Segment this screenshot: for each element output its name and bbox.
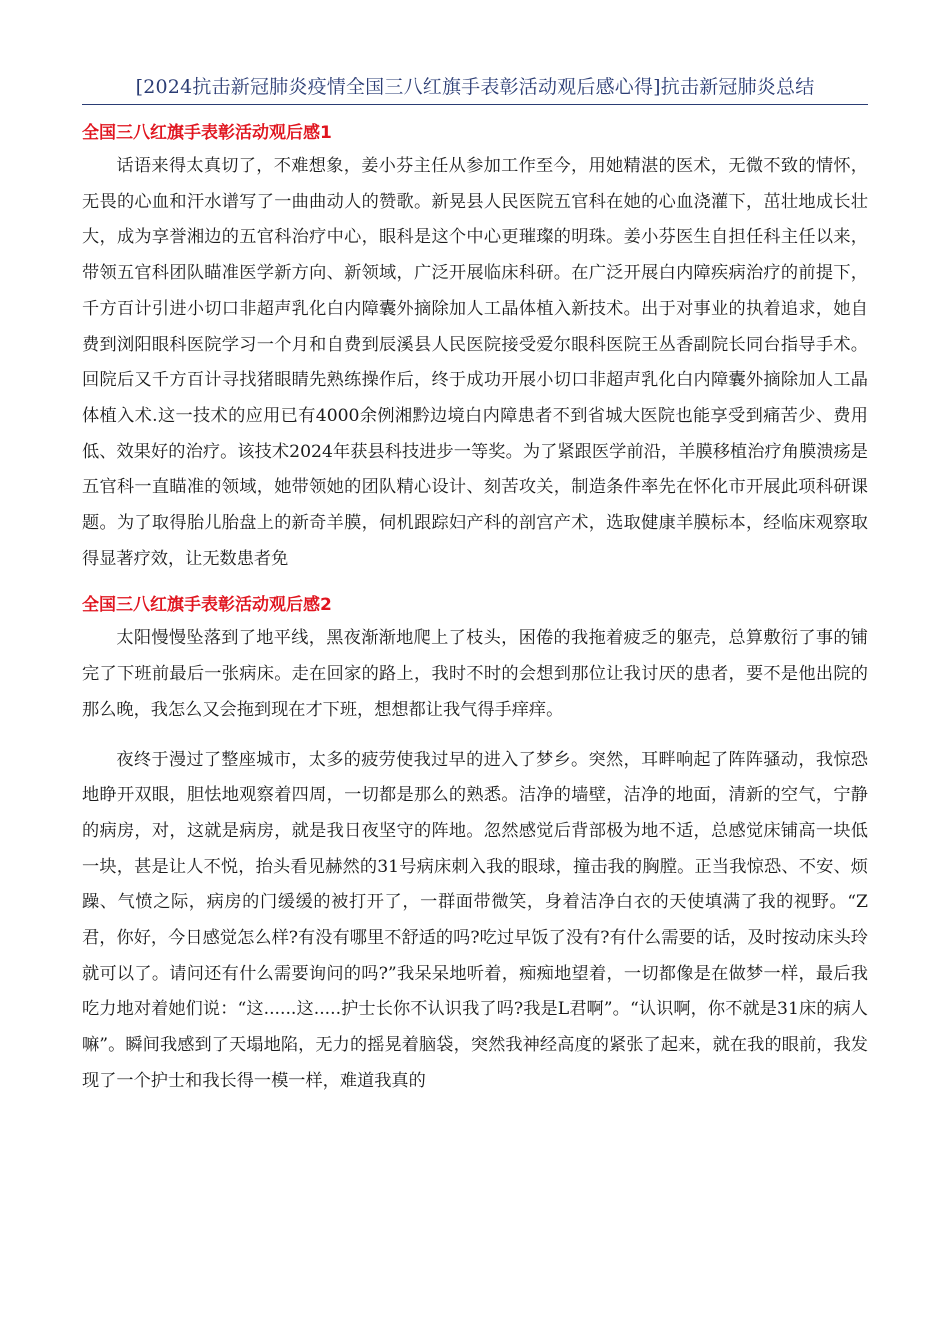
paragraph: 太阳慢慢坠落到了地平线，黑夜渐渐地爬上了枝头，困倦的我拖着疲乏的躯壳，总算敷衍了事的铺完了下班前最后一张病床。走在回家的路上，我时不时的会想到那位让我讨厌的患者，要不是他出院的那么晚，我怎么又会拖到现在才下班，想想都让我气得手痒痒。 — [82, 628, 868, 720]
paragraph: 夜终于漫过了整座城市，太多的疲劳使我过早的进入了梦乡。突然，耳畔响起了阵阵骚动，我惊恐地睁开双眼，胆怯地观察着四周，一切都是那么的熟悉。洁净的墙壁，洁净的地面，清新的空气，宁静的病房，对，这就是病房，就是我日夜坚守的阵地。忽然感觉后背部极为地不适，总感觉床铺高一块低一块，甚是让人不悦，抬头看见赫然的31号病床刺入我的眼球，撞击我的胸膛。正当我惊恐、不安、烦躁、气愤之际，病房的门缓缓的被打开了，一群面带微笑，身着洁净白衣的天使填满了我的视野。“Z君，你好，今日感觉怎么样?有没有哪里不舒适的吗?吃过早饭了没有?有什么需要的话，及时按动床头玲就可以了。请问还有什么需要询问的吗?”我呆呆地听着，痴痴地望着，一切都像是在做梦一样，最后我吃力地对着她们说：“这......这.....护士长你不认识我了吗?我是L君啊”。“认识啊，你不就是31床的病人嘛”。瞬间我感到了天塌地陷，无力的摇晃着脑袋，突然我神经高度的紧张了起来，就在我的眼前，我发现了一个护士和我长得一模一样，难道我真的 — [82, 749, 868, 1091]
document-page — [82, 72, 868, 1100]
section-1 — [82, 119, 868, 577]
section-title: 全国三八红旗手表彰活动观后感1 — [82, 123, 332, 143]
page-header: [2024抗击新冠肺炎疫情全国三八红旗手表彰活动观后感心得]抗击新冠肺炎总结 — [82, 72, 868, 105]
section-title: 全国三八红旗手表彰活动观后感2 — [82, 595, 332, 616]
paragraph: 话语来得太真切了，不难想象，姜小芬主任从参加工作至今，用她精湛的医术，无微不致的情怀，无畏的心血和汗水谱写了一曲曲动人的赞歌。新晃县人民医院五官科在她的心血浇灌下，茁壮地成长壮大，成为享誉湘边的五官科治疗中心，眼科是这个中心更璀璨的明珠。姜小芬医生自担任科主任以来，带领五官科团队瞄准医学新方向、新领域，广泛开展临床科研。在广泛开展白内障疾病治疗的前提下，千方百计引进小切口非超声乳化白内障囊外摘除加人工晶体植入新技术。出于对事业的执着追求，她自费到浏阳眼科医院学习一个月和自费到辰溪县人民医院接受爱尔眼科医院王丛香副院长同台指导手术。回院后又千方百计寻找猪眼睛先熟练操作后，终于成功开展小切口非超声乳化白内障囊外摘除加人工晶体植入术.这一技术的应用已有4000余例湘黔边境白内障患者不到省城大医院也能享受到痛苦少、费用低、效果好的治疗。该技术2024年获县科技进步一等奖。为了紧跟医学前沿，羊膜移植治疗角膜溃疡是五官科一直瞄准的领域，她带领她的团队精心设计、刻苦攻关，制造条件率先在怀化市开展此项科研课题。为了取得胎儿胎盘上的新奇羊膜，伺机跟踪妇产科的剖宫产术，选取健康羊膜标本，经临床观察取得显著疗效，让无数患者免 — [82, 156, 868, 569]
section-2 — [82, 591, 868, 1099]
